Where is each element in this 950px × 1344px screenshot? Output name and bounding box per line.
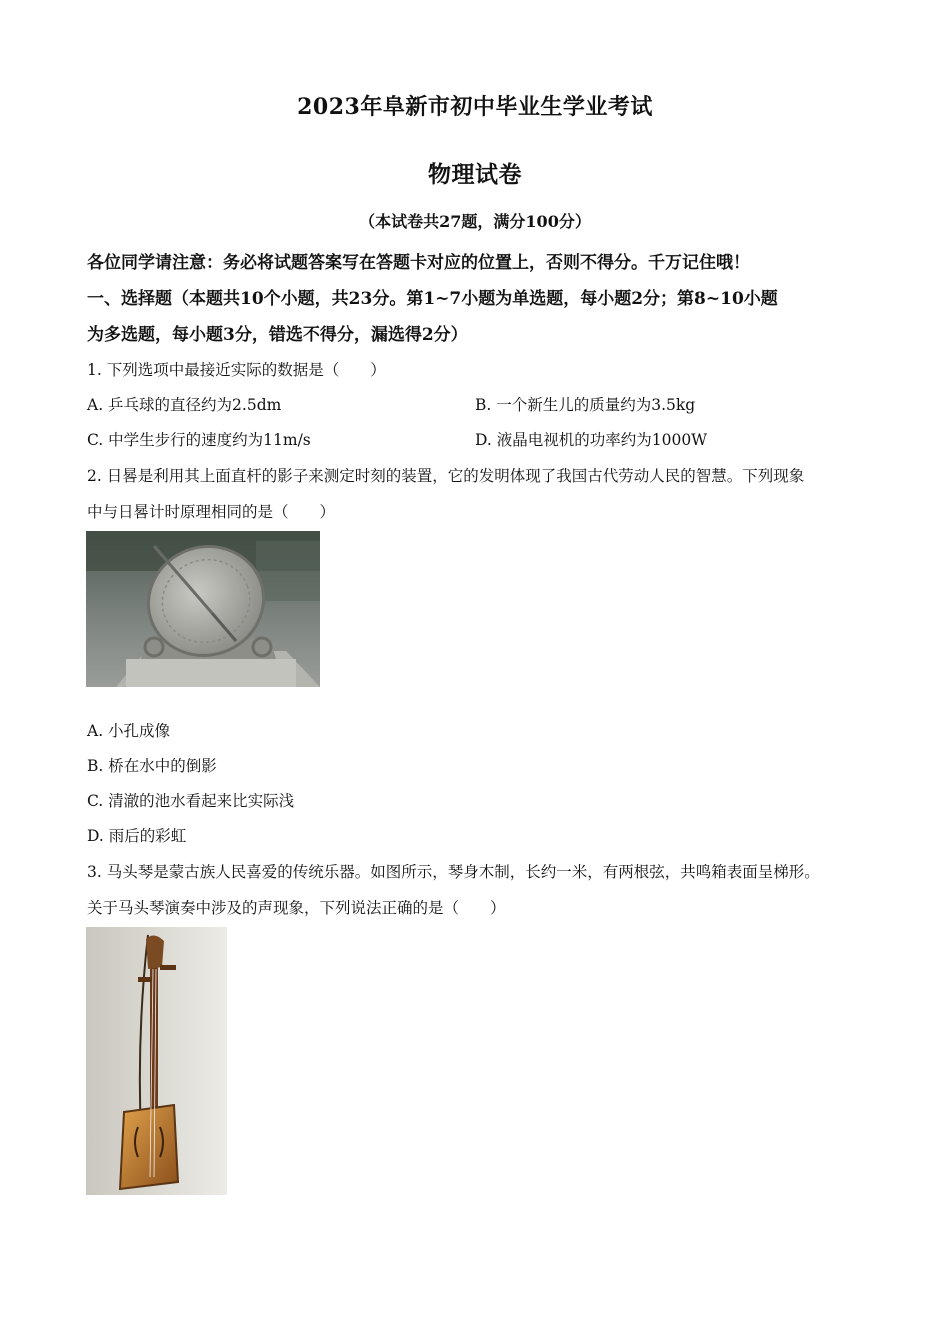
q2-option-a: A. 小孔成像 [87, 722, 171, 740]
q1-stem: 1. 下列选项中最接近实际的数据是（ ） [87, 361, 386, 379]
section-heading-line2: 为多选题，每小题3分，错选不得分，漏选得2分） [87, 325, 468, 345]
matouqin-photo [86, 927, 227, 1195]
q2-stem-line2: 中与日晷计时原理相同的是（ ） [87, 503, 336, 521]
section-heading-line1: 一、选择题（本题共10个小题，共23分。第1~7小题为单选题，每小题2分；第8~10小题 [87, 289, 778, 309]
q1-option-a: A. 乒乓球的直径约为2.5dm [87, 396, 282, 414]
exam-info: （本试卷共27题，满分100分） [359, 212, 591, 231]
exam-subject: 物理试卷 [428, 161, 522, 188]
sundial-photo [86, 531, 320, 687]
q1-option-d: D. 液晶电视机的功率约为1000W [475, 431, 708, 449]
q2-option-d: D. 雨后的彩虹 [87, 827, 187, 845]
q1-option-c: C. 中学生步行的速度约为11m/s [87, 431, 311, 449]
q3-stem-line2: 关于马头琴演奏中涉及的声现象，下列说法正确的是（ ） [87, 899, 506, 917]
q2-option-c: C. 清澈的池水看起来比实际浅 [87, 792, 295, 810]
q2-stem-line1: 2. 日晷是利用其上面直杆的影子来测定时刻的装置，它的发明体现了我国古代劳动人民的智慧。下列现象 [87, 467, 805, 485]
exam-title: 2023年阜新市初中毕业生学业考试 [297, 94, 653, 120]
q1-option-b: B. 一个新生儿的质量约为3.5kg [475, 396, 696, 414]
q2-option-b: B. 桥在水中的倒影 [87, 757, 217, 775]
exam-notice: 各位同学请注意：务必将试题答案写在答题卡对应的位置上，否则不得分。千万记住哦！ [87, 253, 750, 273]
q3-stem-line1: 3. 马头琴是蒙古族人民喜爱的传统乐器。如图所示，琴身木制，长约一米，有两根弦，共鸣箱表面呈梯形。 [87, 863, 820, 881]
